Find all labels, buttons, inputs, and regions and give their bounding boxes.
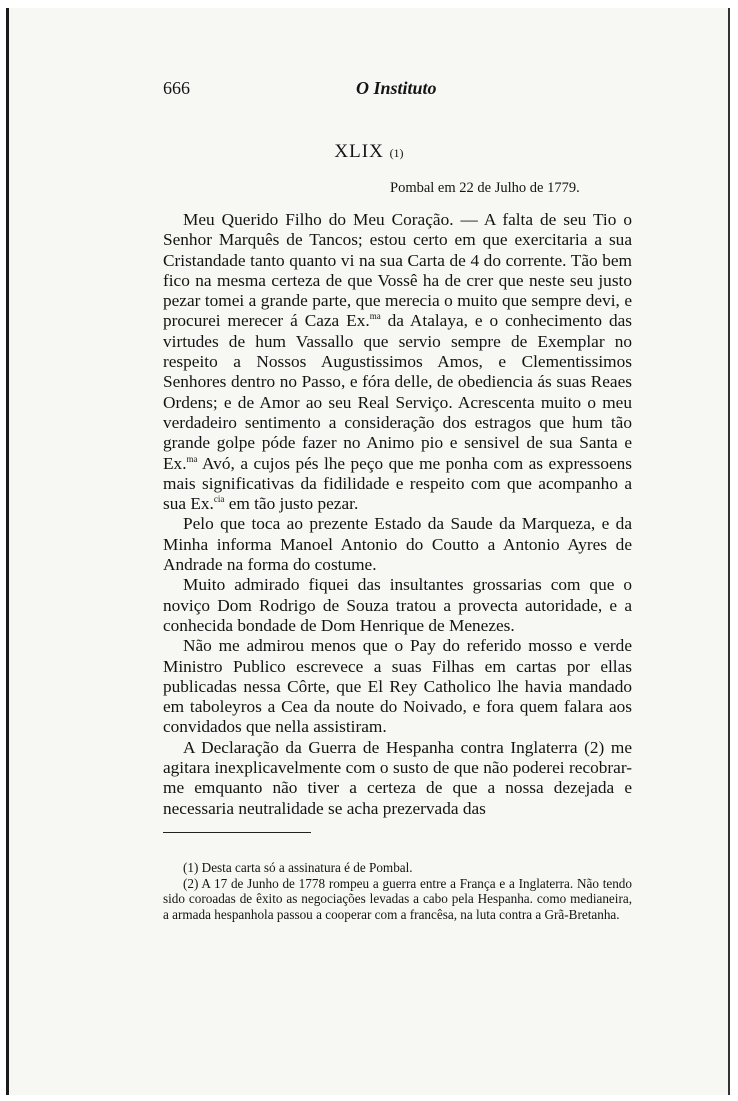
dateline: Pombal em 22 de Julho de 1779.: [390, 180, 580, 196]
footnote: (2) A 17 de Junho de 1778 rompeu a guerra entre a França e a Inglaterra. Não tendo sido coroadas de êxito as negociações levadas a cabo pela Hespanha. como medianeira, a armada hespanhola passou a cooperar com a francêsa, na luta contra a Grã-Bretanha.: [163, 875, 632, 922]
footnote-reference: (1): [389, 146, 404, 160]
paragraph: Não me admirou menos que o Pay do referido mosso e verde Ministro Publico escrevece a suas Filhas em cartas por ellas publicadas nessa Côrte, que El Rey Catholico lhe havia mandado em taboleyros a Cea da noute do Noivado, e fora quem falara aos convidados que nella assistiram.: [163, 636, 632, 737]
abbreviation-superscript: ma: [369, 311, 381, 322]
footnotes: [163, 860, 632, 922]
paragraph-text: da Atalaya, e o conhecimento das virtudes de hum Vassallo que servio sempre de Exemplar no respeito a Nossos Augustissimos Amos, e Clementissimos Senhores dentro no Passo, e fóra delle, de obediencia ás suas Reaes Ordens; e de Amor ao seu Real Serviço. Acrescenta muito o meu verdadeiro sentimento a consideração dos estragos que hum tão grande golpe póde fazer no Animo pio e sensivel de sua Santa e Ex.: [163, 311, 632, 473]
letter-heading: [0, 141, 738, 163]
abbreviation-superscript: cia: [213, 494, 225, 505]
page-number: 666: [163, 78, 190, 98]
running-head: [0, 78, 738, 102]
letter-body: [163, 210, 632, 819]
journal-title: O Instituto: [356, 78, 437, 98]
abbreviation-superscript: ma: [186, 453, 198, 464]
paragraph: Pelo que toca ao prezente Estado da Saude da Marqueza, e da Minha informa Manoel Antonio do Coutto a Antonio Ayres de Andrade na forma do costume.: [163, 514, 632, 575]
letter-number: XLIX: [334, 141, 384, 162]
paragraph-text: Avó, a cujos pés lhe peço que me ponha com as expressoens mais significativas da fidilidade e respeito com que acompanho a sua Ex.: [163, 453, 632, 514]
paragraph: A Declaração da Guerra de Hespanha contra Inglaterra (2) me agitara inexplicavelmente com o susto de que não poderei recobrar-me emquanto não tiver a certeza de que a nossa dezejada e necessaria neutralidade se acha prezervada das: [163, 737, 632, 818]
paragraph: Muito admirado fiquei das insultantes grossarias com que o noviço Dom Rodrigo de Souza tratou a provecta autoridade, e a conhecida bondade de Dom Henrique de Menezes.: [163, 575, 632, 635]
paragraph-text: em tão justo pezar.: [224, 494, 359, 514]
footnote-divider: [163, 832, 311, 833]
paragraph: [163, 210, 632, 514]
paragraph-text: Meu Querido Filho do Meu Coração. — A falta de seu Tio o Senhor Marquês de Tancos; estou certo em que exercitaria a sua Cristandade tanto quanto vi na sua Carta de 4 do corrente. Tão bem fico na mesma certeza de que Vossê ha de crer que neste seu justo pezar tomei a grande parte, que merecia o muito que sempre devi, e procurei merecer á Caza Ex.: [163, 210, 632, 331]
footnote: (1) Desta carta só a assinatura é de Pombal.: [183, 860, 413, 875]
